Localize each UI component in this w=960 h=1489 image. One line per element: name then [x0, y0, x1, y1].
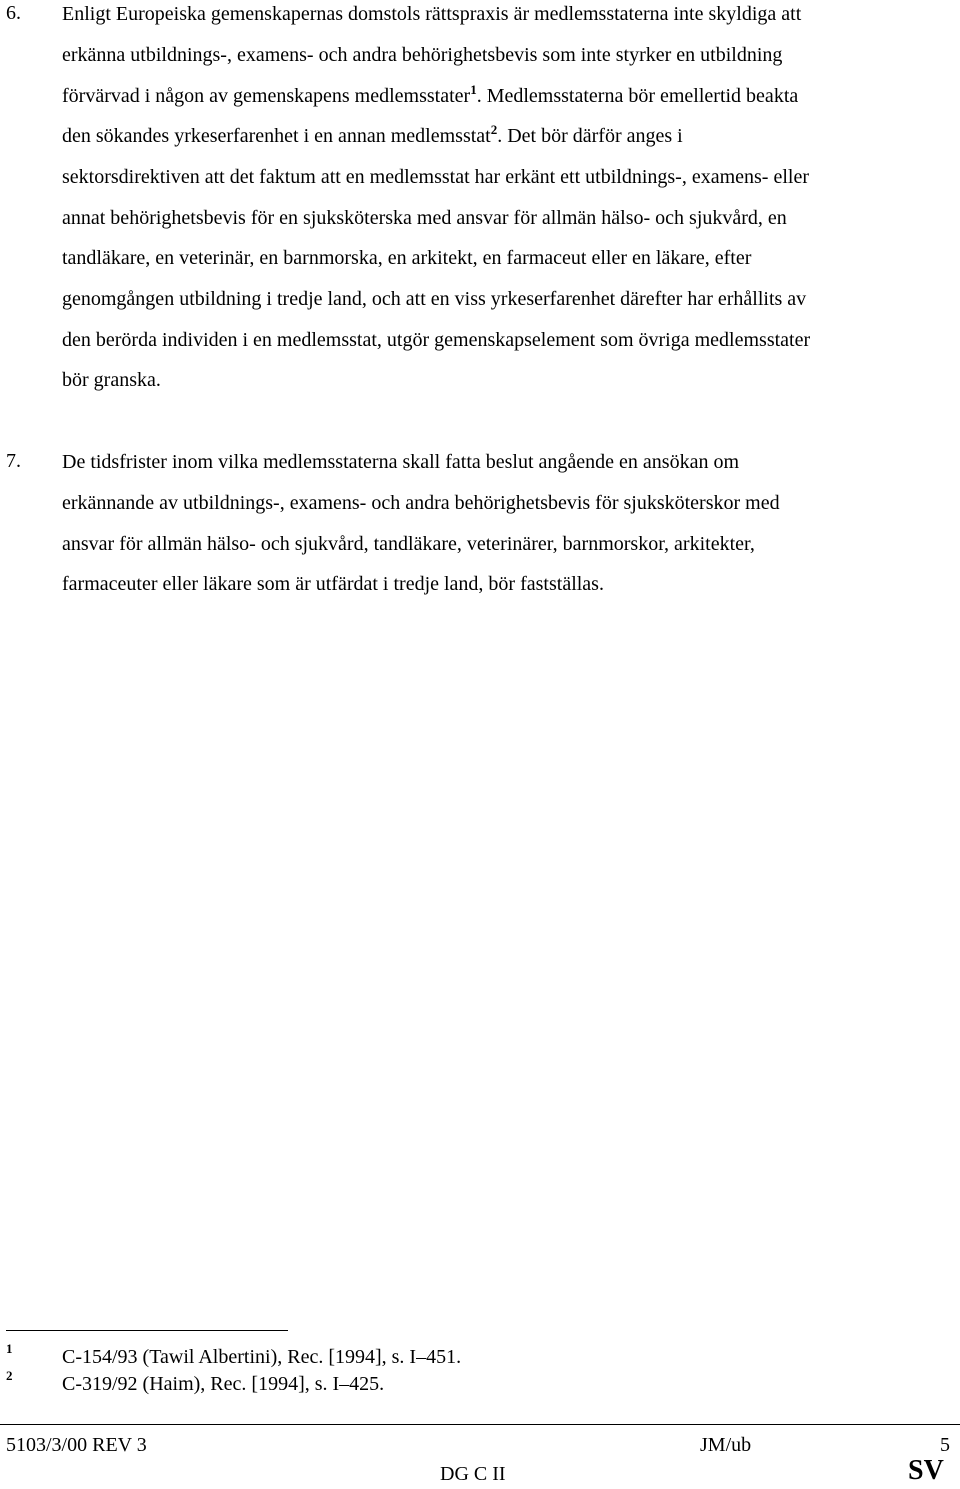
language-code: SV — [908, 1455, 944, 1486]
footnote-reference[interactable]: 1 — [470, 82, 477, 97]
footnote-reference[interactable]: 2 — [490, 122, 498, 137]
footnote-marker: 1 — [6, 1341, 13, 1356]
paragraph-line: De tidsfrister inom vilka medlemsstaterna skall fatta beslut angående en ansökan om — [62, 451, 740, 473]
paragraph-number: 6. — [6, 2, 21, 24]
paragraph-line: den berörda individen i en medlemsstat, utgör gemenskapselement som övriga medlemsstater — [62, 329, 811, 351]
paragraph-line: ansvar för allmän hälso- och sjukvård, tandläkare, veterinärer, barnmorskor, arkitekter, — [62, 533, 755, 555]
paragraph-line: genomgången utbildning i tredje land, och att en viss yrkeserfarenhet därefter har erhållits av — [62, 288, 807, 310]
footer-separator — [0, 1424, 960, 1425]
paragraph-line: annat behörighetsbevis för en sjuksköterska med ansvar för allmän hälso- och sjukvård, en — [62, 207, 787, 229]
directorate-general: DG C II — [440, 1463, 506, 1485]
author-initials: JM/ub — [700, 1434, 752, 1456]
paragraph-line: erkänna utbildnings-, examens- och andra behörighetsbevis som inte styrker en utbildning — [62, 44, 783, 66]
paragraph-line: tandläkare, en veterinär, en barnmorska, en arkitekt, en farmaceut eller en läkare, efter — [62, 247, 752, 269]
footnote-marker: 2 — [6, 1368, 13, 1383]
page-number: 5 — [940, 1434, 950, 1456]
paragraph-line: farmaceuter eller läkare som är utfärdat i tredje land, bör fastställas. — [62, 573, 604, 595]
document-reference: 5103/3/00 REV 3 — [6, 1434, 147, 1456]
paragraph-line: den sökandes yrkeserfarenhet i en annan medlemsstat$^2$. Det bör därför anges i — [62, 122, 683, 147]
paragraph-line: bör granska. — [62, 369, 161, 391]
paragraph-line: sektorsdirektiven att det faktum att en medlemsstat har erkänt ett utbildnings-, examens- eller — [62, 166, 809, 188]
footnote-separator — [6, 1330, 288, 1331]
footnote-text: C-319/92 (Haim), Rec. [1994], s. I–425. — [62, 1373, 385, 1395]
paragraph-line: erkännande av utbildnings-, examens- och andra behörighetsbevis för sjuksköterskor med — [62, 492, 780, 514]
paragraph-number: 7. — [6, 450, 21, 472]
paragraph-line: Enligt Europeiska gemenskapernas domstols rättspraxis är medlemsstaterna inte skyldiga att — [62, 3, 802, 25]
paragraph-line: förvärvad i någon av gemenskapens medlemsstater$^1$. Medlemsstaterna bör emellertid beakta — [62, 82, 799, 107]
footnote-text: C-154/93 (Tawil Albertini), Rec. [1994], s. I–451. — [62, 1346, 462, 1368]
